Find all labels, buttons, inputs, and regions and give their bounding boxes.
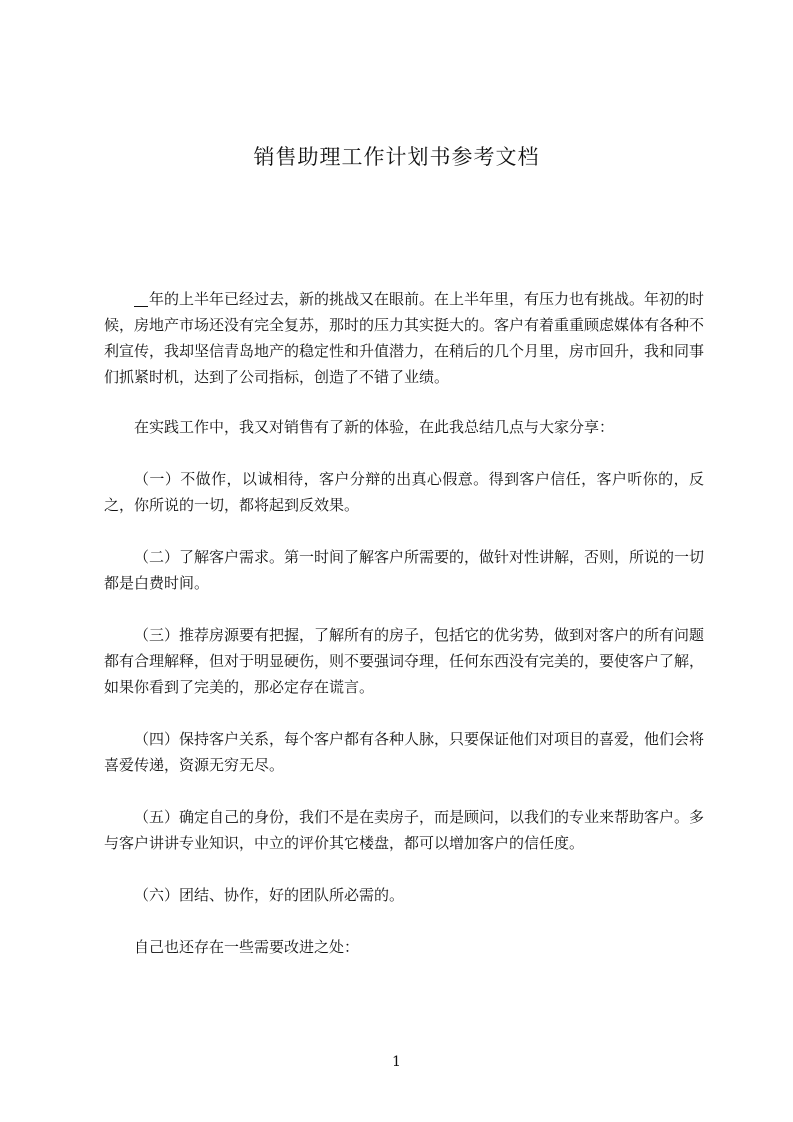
fill-in-blank: [134, 291, 148, 307]
paragraph-point-3: （三）推荐房源要有把握，了解所有的房子，包括它的优劣势，做到对客户的所有问题都有合理解释，但对于明显硬伤，则不要强词夺理，任何东西没有完美的，要使客户了解，如果你看到了完美的，那必定存在谎言。: [104, 626, 705, 696]
paragraph-improvement: 自己也还存在一些需要改进之处：: [134, 938, 360, 956]
paragraph-point-1: （一）不做作，以诚相待，客户分辩的出真心假意。得到客户信任，客户听你的，反之，你所说的一切，都将起到反效果。: [104, 470, 704, 514]
document-body: [104, 286, 704, 986]
page-number: 1: [392, 1054, 401, 1070]
paragraph-share-intro: 在实践工作中，我又对销售有了新的体验，在此我总结几点与大家分享：: [134, 418, 615, 436]
paragraph-intro-text: 年的上半年已经过去，新的挑战又在眼前。在上半年里，有压力也有挑战。年初的时候，房地产市场还没有完全复苏，那时的压力其实挺大的。客户有着重重顾虑媒体有各种不利宣传，我却坚信青岛地产的稳定性和升值潜力，在稍后的几个月里，房市回升，我和同事们抓紧时机，达到了公司指标，创造了不错了业绩。: [104, 290, 705, 386]
paragraph-point-5: （五）确定自己的身份，我们不是在卖房子，而是顾问，以我们的专业来帮助客户。多与客户讲讲专业知识，中立的评价其它楼盘，都可以增加客户的信任度。: [104, 808, 705, 852]
paragraph-point-4: （四）保持客户关系，每个客户都有各种人脉，只要保证他们对项目的喜爱，他们会将喜爱传递，资源无穷无尽。: [104, 730, 705, 774]
paragraph-intro: [104, 286, 704, 390]
document-title: 销售助理工作计划书参考文档: [253, 145, 540, 169]
paragraph-point-6: （六）团结、协作，好的团队所必需的。: [134, 886, 405, 904]
paragraph-point-2: （二）了解客户需求。第一时间了解客户所需要的，做针对性讲解，否则，所说的一切都是白费时间。: [104, 548, 705, 592]
